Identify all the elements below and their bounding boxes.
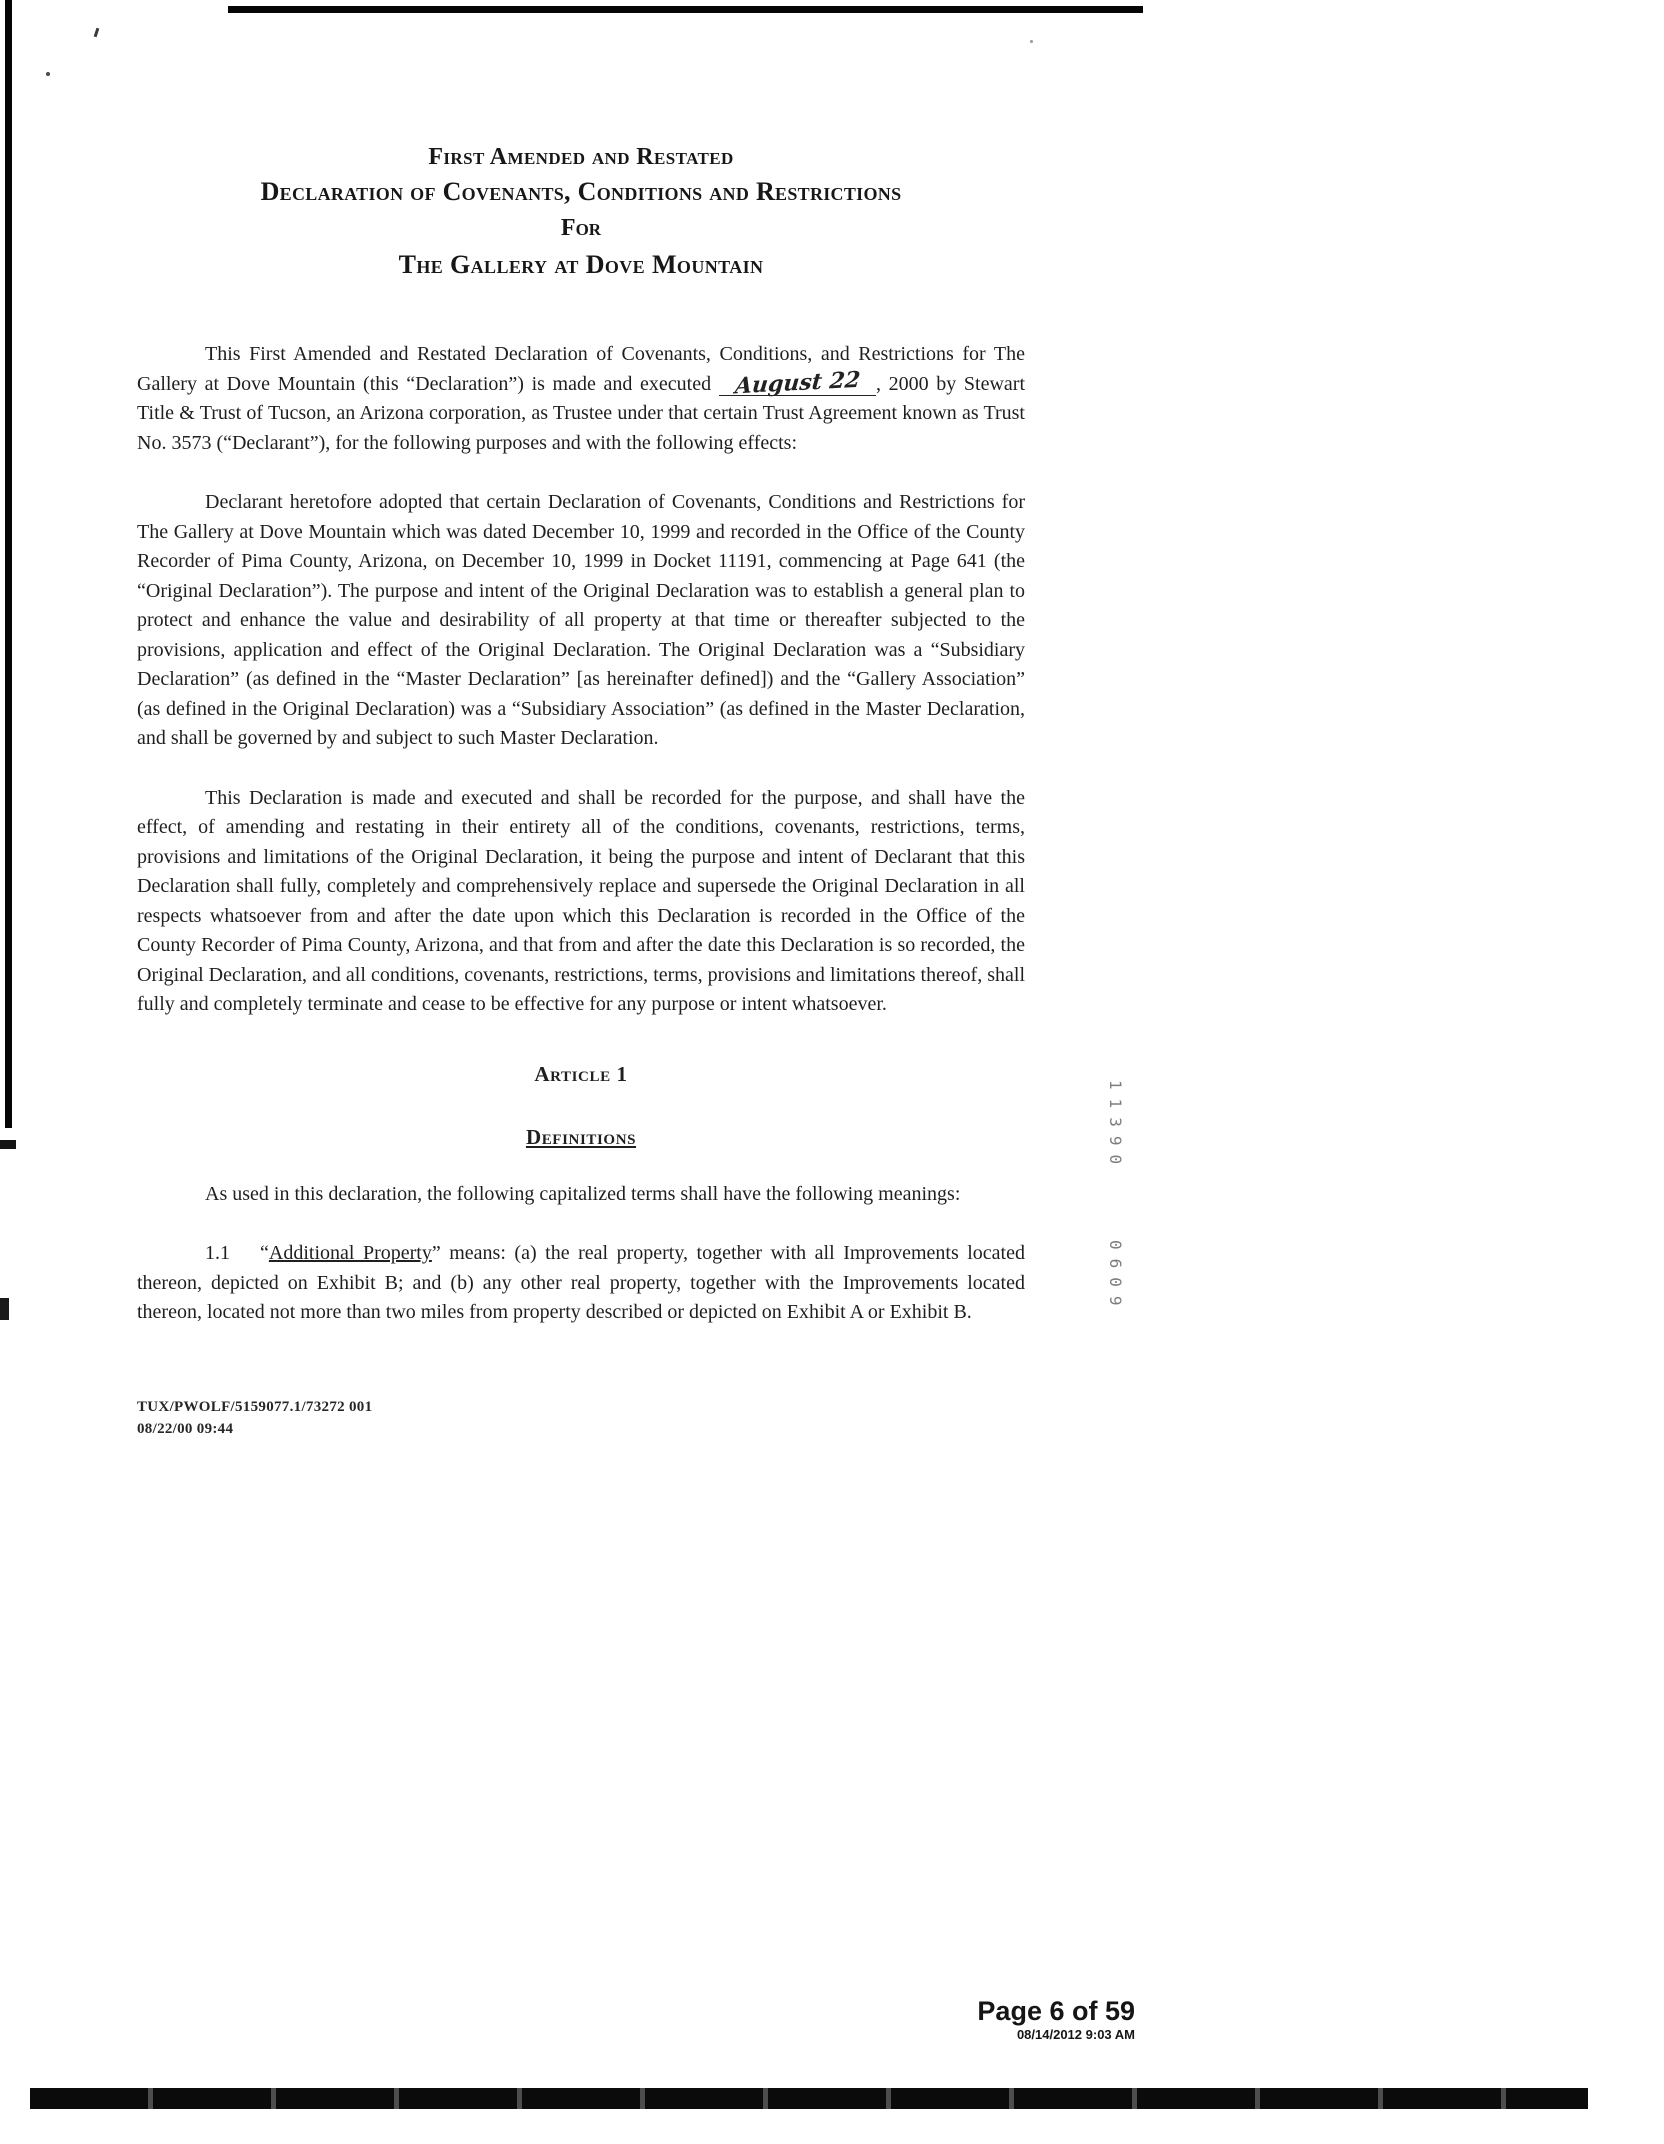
title-line-4: The Gallery at Dove Mountain <box>398 250 764 279</box>
scan-artifact-left-bar <box>5 0 12 1128</box>
title-line-3: For <box>560 215 602 241</box>
document-content <box>137 140 1025 1328</box>
margin-recording-stamp-top: 11390 <box>1106 1080 1125 1174</box>
handwritten-date: August 22 <box>733 366 862 399</box>
date-blank-line <box>719 366 876 399</box>
scan-artifact-left-tick <box>0 1140 16 1149</box>
page-number: Page 6 of 59 <box>977 1996 1135 2026</box>
intro-text-before-date: This First Amended and Restated Declaration of Covenants, Conditions, and Restrictions for The Gallery at Dove Mountain (this “Declaration”) is made and executed <box>137 343 1025 395</box>
intro-text-after-date: , 2000 by Stewart Title & Trust of Tucson, an Arizona corporation, as Trustee under that certain Trust Agreement known as Trust No. 3573 (“Declarant”), for the following purposes and with the following effects: <box>137 372 1026 454</box>
definitions-intro-paragraph: As used in this declaration, the following capitalized terms shall have the following meanings: <box>205 1182 961 1205</box>
page-number-stamp <box>880 1996 1135 2043</box>
definition-1-1-text: ” means: (a) the real property, together with all Improvements located thereon, depicted on Exhibit B; and (b) any other real property, together with the Improvements located thereon, located not more than two miles from property described or depicted on Exhibit A or Exhibit B. <box>137 1242 1025 1323</box>
intro-paragraph <box>137 340 1025 458</box>
amendment-paragraph: This Declaration is made and executed and shall be recorded for the purpose, and shall have the effect, of amending and restating in their entirety all of the conditions, covenants, restrictions, terms, provisions and limitations of the Original Declaration, it being the purpose and intent of Declarant that this Declaration shall fully, completely and comprehensively replace and supersede the Original Declaration in all respects whatsoever from and after the date upon which this Declaration is recorded in the Office of the County Recorder of Pima County, Arizona, and that from and after the date this Declaration is so recorded, the Original Declaration, and all conditions, covenants, restrictions, terms, provisions and limitations thereof, shall fully and completely terminate and cease to be effective for any purpose or intent whatsoever. <box>137 786 1025 1015</box>
document-title <box>137 140 1025 284</box>
definitions-heading-text: Definitions <box>525 1124 637 1149</box>
definitions-heading <box>137 1125 1025 1150</box>
stamp-timestamp: 08/14/2012 9:03 AM <box>1016 2027 1135 2042</box>
title-line-2: Declaration of Covenants, Conditions and Restrictions <box>260 177 902 206</box>
recitals-paragraph: Declarant heretofore adopted that certain Declaration of Covenants, Conditions and Restrictions for The Gallery at Dove Mountain which was dated December 10, 1999 and recorded in the Office of the County Recorder of Pima County, Arizona, on December 10, 1999 in Docket 11191, commencing at Page 641 (the “Original Declaration”). The purpose and intent of the Original Declaration was to establish a general plan to protect and enhance the value and desirability of all property at that time or thereafter subjected to the provisions, application and effect of the Original Declaration. The Original Declaration was a “Subsidiary Declaration” (as defined in the “Master Declaration” [as hereinafter defined]) and the “Gallery Association” (as defined in the Original Declaration) was a “Subsidiary Association” (as defined in the Master Declaration, and shall be governed by and subject to such Master Declaration. <box>137 491 1025 749</box>
scan-speck <box>1030 40 1033 43</box>
document-footer <box>137 1396 372 1440</box>
definition-1-1-term: Additional Property <box>268 1242 432 1264</box>
article-1-heading: Article 1 <box>534 1061 628 1086</box>
definition-1-1-paragraph <box>137 1239 1025 1328</box>
definition-1-1-open-quote: “ <box>260 1242 269 1264</box>
title-line-1: First Amended and Restated <box>428 144 734 170</box>
margin-recording-stamp-bottom: 0609 <box>1106 1240 1125 1315</box>
footer-date-time: 08/22/00 09:44 <box>137 1421 234 1437</box>
definition-1-1-number: 1.1 <box>205 1242 230 1264</box>
scan-artifact-top-bar <box>228 6 1143 13</box>
scan-artifact-bottom-bar <box>30 2088 1588 2109</box>
scan-speck <box>94 28 100 37</box>
scan-speck <box>46 72 50 76</box>
scan-artifact-left-tick-2 <box>0 1298 9 1320</box>
footer-file-reference: TUX/PWOLF/5159077.1/73272 001 <box>137 1399 373 1415</box>
